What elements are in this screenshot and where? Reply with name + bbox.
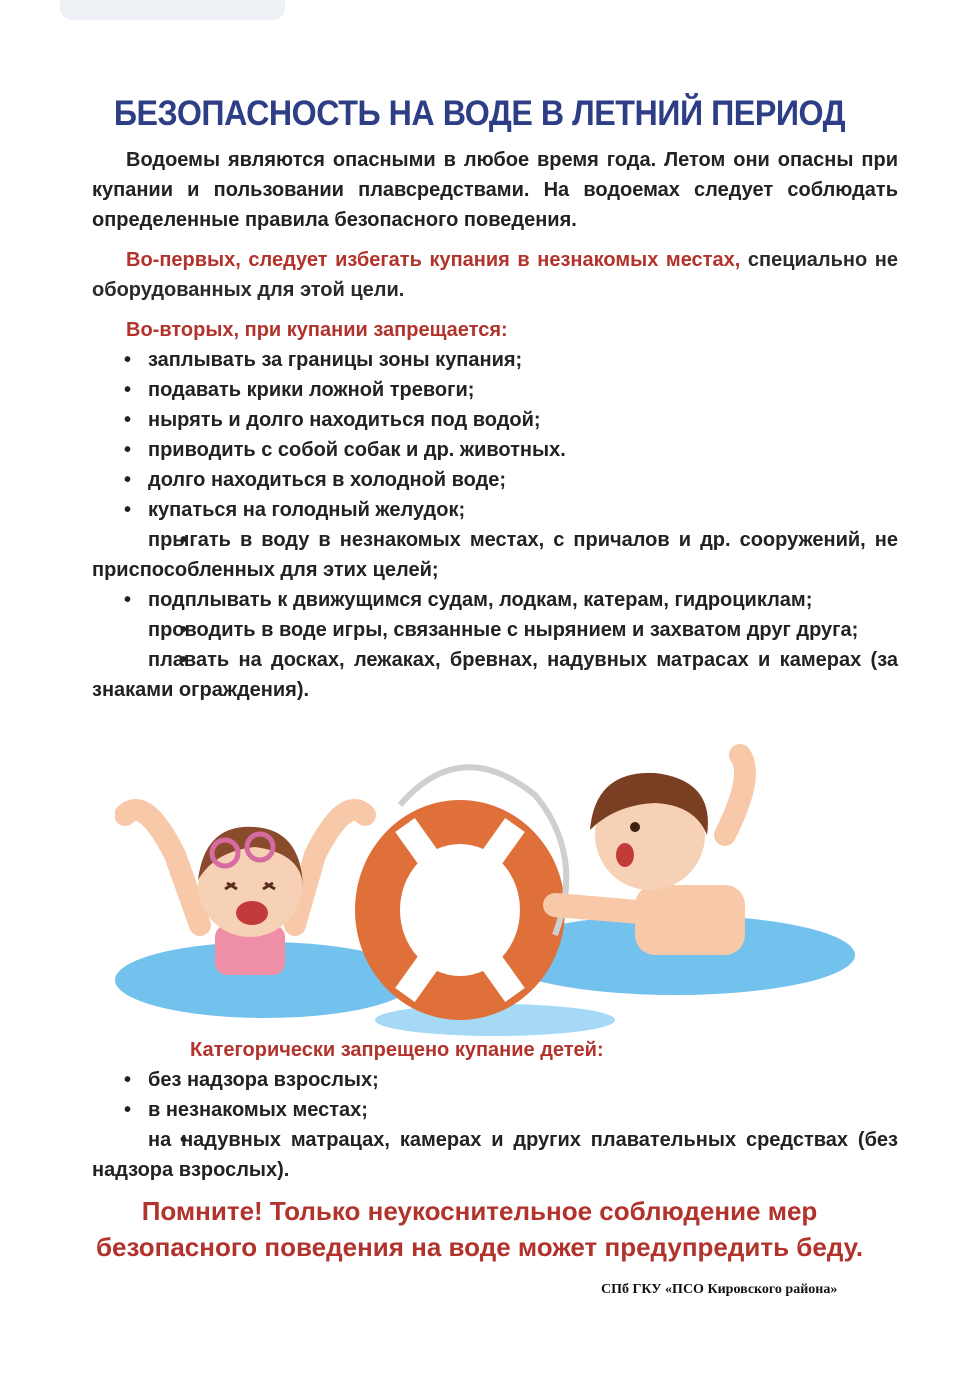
- list-item: • подплывать к движущимся судам, лодкам, катерам, гидроциклам;: [92, 585, 898, 615]
- footer-organization: СПб ГКУ «ПСО Кировского района»: [601, 1282, 838, 1297]
- first-point-red-text: Во-первых, следует избегать купания в незнакомых местах,: [126, 249, 741, 271]
- list-item: • проводить в воде игры, связанные с нырянием и захватом друг друга;: [92, 615, 898, 645]
- list-item: • приводить с собой собак и др. животных.: [92, 435, 898, 465]
- list-item: • на надувных матрацах, камерах и других плавательных средствах (без надзора взрослых).: [92, 1125, 898, 1185]
- list-item: • без надзора взрослых;: [92, 1065, 898, 1095]
- lifebuoy: [355, 767, 566, 1020]
- list-item: • нырять и долго находиться под водой;: [92, 405, 898, 435]
- list-item: • заплывать за границы зоны купания;: [92, 345, 898, 375]
- first-point-paragraph: [92, 245, 898, 305]
- children-heading: Категорически запрещено купание детей:: [190, 1039, 604, 1061]
- prohibited-list: [92, 345, 898, 705]
- final-warning-line-2: безопасного поведения на воде может предупредить беду.: [95, 1232, 864, 1262]
- second-point-heading: Во-вторых, при купании запрещается:: [126, 319, 508, 341]
- list-item: • плавать на досках, лежаках, бревнах, надувных матрасах и камерах (за знаками ограждения).: [92, 645, 898, 705]
- page-title: БЕЗОПАСНОСТЬ НА ВОДЕ В ЛЕТНИЙ ПЕРИОД: [113, 94, 846, 133]
- first-point-rest-text: специально не оборудованных для этой цели.: [92, 249, 898, 301]
- list-item: • подавать крики ложной тревоги;: [92, 375, 898, 405]
- list-item: • долго находиться в холодной воде;: [92, 465, 898, 495]
- top-tab-decoration: [60, 0, 285, 20]
- final-warning: [0, 1193, 959, 1265]
- drowning-children-illustration: [115, 735, 870, 1040]
- list-item: • купаться на голодный желудок;: [92, 495, 898, 525]
- final-warning-line-1: Помните! Только неукоснительное соблюдение мер: [141, 1196, 818, 1226]
- intro-paragraph: Водоемы являются опасными в любое время года. Летом они опасны при купании и пользовании плавсредствами. На водоемах следует соблюдать определенные правила безопасного поведения.: [92, 149, 898, 231]
- children-list: [92, 1065, 898, 1185]
- list-item: • прыгать в воду в незнакомых местах, с причалов и др. сооружений, не приспособленных для этих целей;: [92, 525, 898, 585]
- list-item: • в незнакомых местах;: [92, 1095, 898, 1125]
